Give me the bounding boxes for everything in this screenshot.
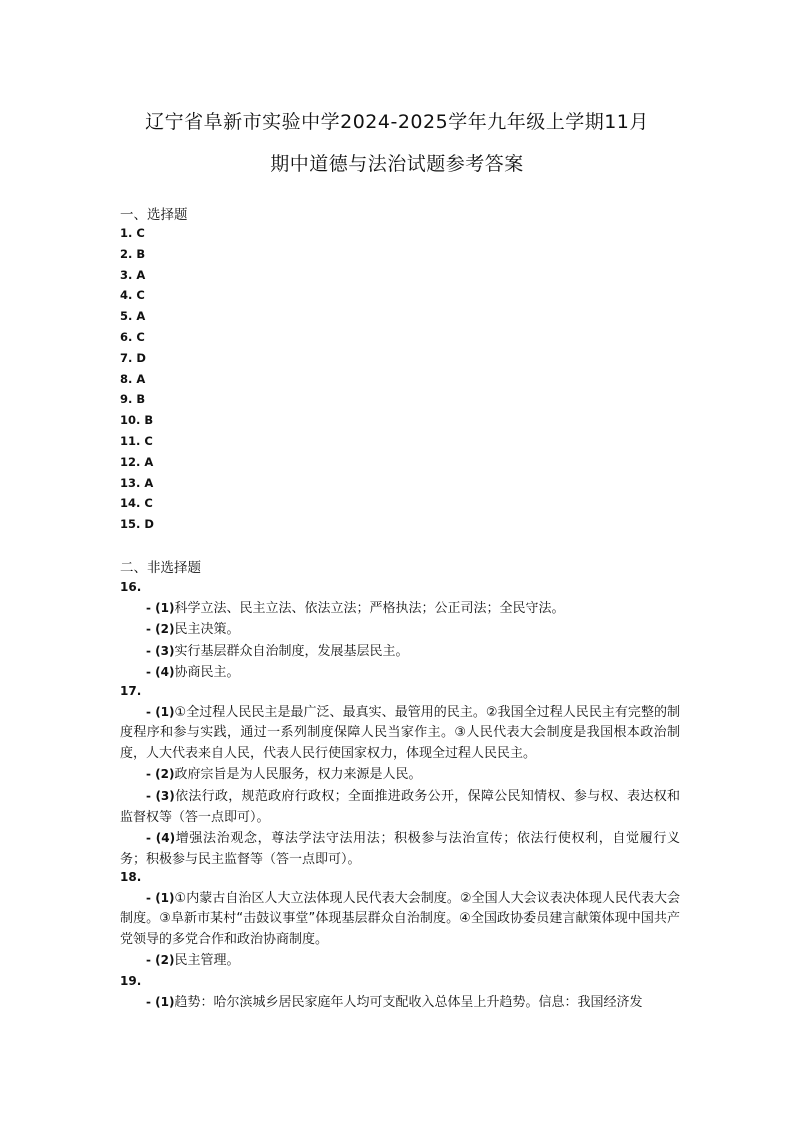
document-title-line-2: 期中道德与法治试题参考答案 — [270, 153, 524, 175]
part-text: ①全过程人民民主是最广泛、最真实、最管用的民主。②我国全过程人民民主有完整的制度程序和参与实践，通过一系列制度保障人民当家作主。③人民代表大会制度是我国根本政治制度，人大代表来自人民，代表人民行使国家权力，体现全过程人民民主。 — [120, 704, 680, 761]
answer-item: 13. A — [120, 475, 154, 490]
answer-item: 6. C — [120, 329, 145, 344]
question-number: 17. — [120, 684, 142, 698]
document-title-line-1: 辽宁省阜新市实验中学2024-2025学年九年级上学期11月 — [145, 111, 649, 133]
answer-item: 11. C — [120, 433, 153, 448]
part-text: 实行基层群众自治制度，发展基层民主。 — [174, 643, 409, 659]
part-text: 趋势：哈尔滨城乡居民家庭年人均可支配收入总体呈上升趋势。信息：我国经济发 — [174, 994, 643, 1010]
answer-part — [120, 888, 680, 951]
question-number: 18. — [120, 870, 142, 884]
part-text: 民主管理。 — [174, 953, 240, 969]
answer-part — [120, 598, 680, 620]
multiple-choice-answer-list — [120, 223, 320, 535]
answer-item: 8. A — [120, 371, 146, 386]
answer-part — [120, 786, 680, 828]
answer-item: 12. A — [120, 454, 154, 469]
section-1-heading: 一、选择题 — [120, 207, 188, 223]
section-2-heading: 二、非选择题 — [120, 560, 201, 576]
part-label: - (2) — [146, 767, 175, 782]
part-text: ①内蒙古自治区人大立法体现人民代表大会制度。②全国人大会议表决体现人民代表大会制度。③阜新市某村“击鼓议事堂”体现基层群众自治制度。④全国政协委员建言献策体现中国共产党领导的多党合作和政治协商制度。 — [120, 890, 680, 947]
question-16 — [120, 577, 680, 684]
part-label: - (4) — [146, 831, 176, 846]
answer-part — [120, 702, 680, 765]
question-number: 16. — [120, 580, 142, 594]
part-text: 民主决策。 — [174, 622, 240, 638]
answer-item: 2. B — [120, 246, 146, 261]
part-label: - (4) — [146, 665, 175, 680]
question-number: 19. — [120, 974, 142, 988]
answer-part — [120, 950, 680, 972]
answer-item: 3. A — [120, 267, 146, 282]
answer-part — [120, 828, 680, 870]
question-19 — [120, 971, 680, 1013]
answer-item: 14. C — [120, 496, 153, 511]
part-text: 协商民主。 — [174, 665, 240, 681]
answer-item: 4. C — [120, 288, 145, 303]
part-label: - (1) — [146, 994, 175, 1009]
part-text: 科学立法、民主立法、依法立法；严格执法；公正司法；全民守法。 — [174, 600, 565, 616]
question-18 — [120, 867, 680, 972]
part-label: - (2) — [146, 622, 175, 637]
answer-part — [120, 619, 680, 641]
answer-part — [120, 764, 680, 786]
answer-item: 5. A — [120, 309, 146, 324]
part-label: - (1) — [146, 890, 175, 905]
answer-part — [120, 992, 680, 1014]
part-label: - (1) — [146, 704, 175, 719]
part-label: - (2) — [146, 953, 175, 968]
answer-item: 7. D — [120, 350, 146, 365]
answer-item: 10. B — [120, 413, 154, 428]
answer-part — [120, 641, 680, 663]
answer-item: 15. D — [120, 517, 154, 532]
answer-item: 9. B — [120, 392, 146, 407]
question-17 — [120, 681, 680, 870]
part-text: 政府宗旨是为人民服务，权力来源是人民。 — [174, 767, 422, 783]
part-text: 增强法治观念，尊法学法守法用法；积极参与法治宣传；依法行使权利，自觉履行义务；积极参与民主监督等（答一点即可）。 — [120, 831, 680, 867]
part-text: 依法行政，规范政府行政权；全面推进政务公开，保障公民知情权、参与权、表达权和监督权等（答一点即可）。 — [120, 788, 680, 825]
part-label: - (3) — [146, 788, 175, 803]
answer-item: 1. C — [120, 226, 145, 240]
part-label: - (1) — [146, 600, 175, 615]
part-label: - (3) — [146, 643, 175, 658]
